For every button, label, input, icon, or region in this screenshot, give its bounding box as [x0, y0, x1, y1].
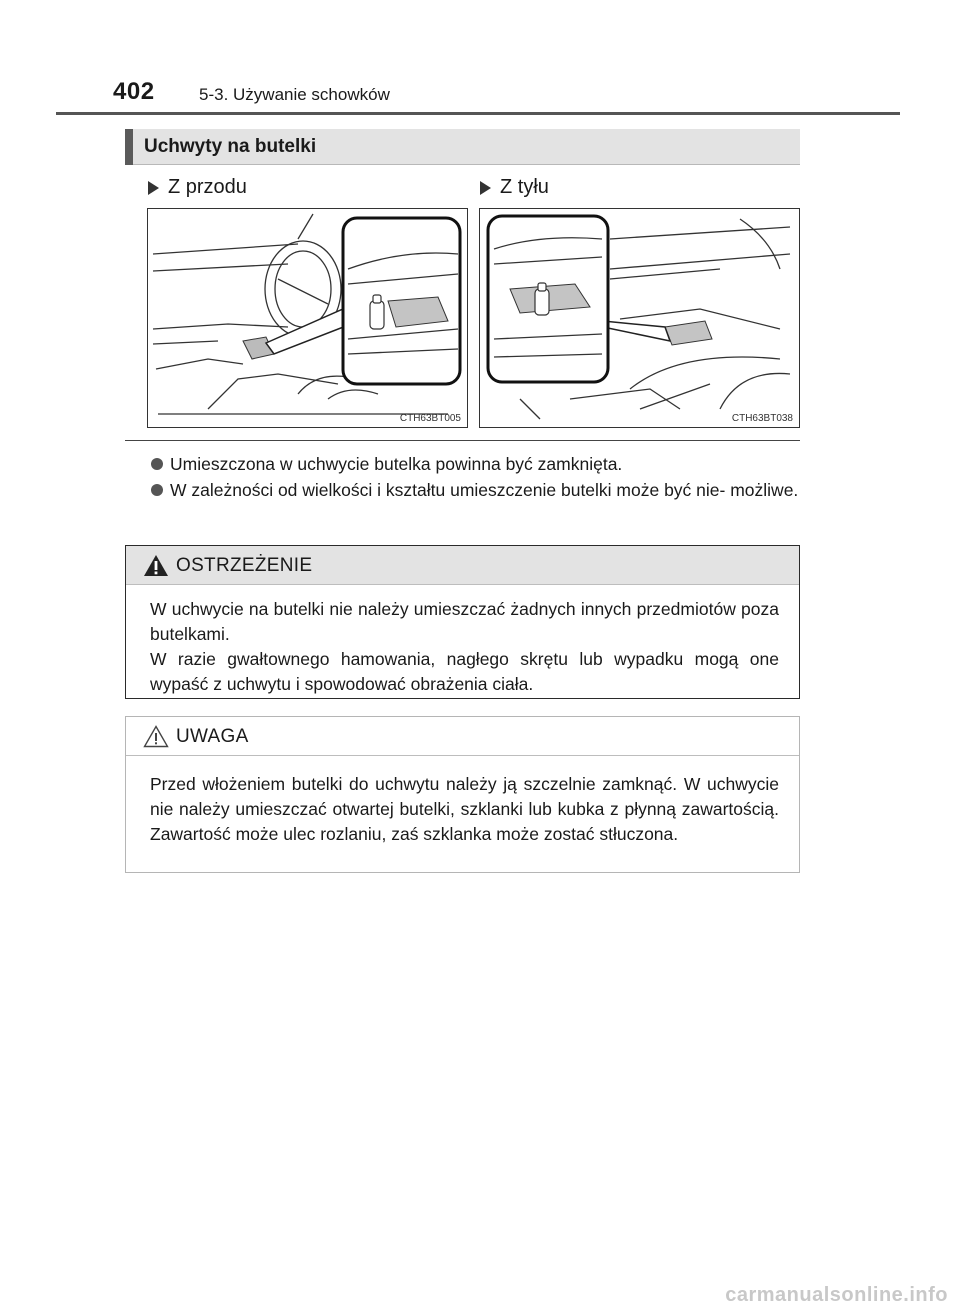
caution-box — [125, 716, 800, 873]
section-heading — [125, 129, 800, 165]
caution-title: UWAGA — [176, 726, 249, 747]
page-number: 402 — [113, 78, 155, 105]
view-label-rear — [480, 176, 549, 199]
front-bottle-holder-illustration — [147, 208, 468, 428]
warning-box — [125, 545, 800, 699]
bullet-item — [151, 478, 799, 503]
warning-body — [126, 585, 799, 709]
caution-header — [126, 717, 799, 756]
chapter-title: 5-3. Używanie schowków — [199, 85, 390, 104]
figure-divider — [125, 440, 800, 441]
caution-body — [126, 756, 799, 859]
image-code: CTH63BT005 — [399, 413, 461, 424]
caution-paragraph: Przed włożeniem butelki do uchwytu należy ją szczelnie zamknąć. W uchwycie nie należy umieszczać otwartej butelki, szklanki lub kubka z płynną zawartością. Zawartość może ulec rozlaniu, zaś szklanka może zostać stłuczona. — [150, 774, 779, 844]
front-interior-drawing — [148, 209, 468, 428]
bullet-item — [151, 452, 799, 477]
view-label-front — [148, 176, 247, 199]
rear-bottle-holder-illustration — [479, 208, 800, 428]
bullet-dot-icon — [151, 484, 163, 496]
image-code: CTH63BT038 — [731, 413, 793, 424]
view-label-rear-text: Z tyłu — [500, 176, 549, 198]
bullet-dot-icon — [151, 458, 163, 470]
rear-interior-drawing — [480, 209, 800, 428]
warning-triangle-icon — [143, 554, 169, 577]
section-accent-bar — [125, 129, 133, 165]
bullet-text: W zależności od wielkości i kształtu umieszczenie butelki może być nie- możliwe. — [170, 480, 799, 500]
header-divider — [56, 112, 900, 115]
section-title: Uchwyty na butelki — [144, 136, 317, 157]
warning-paragraph: W uchwycie na butelki nie należy umieszczać żadnych innych przedmiotów poza butelkami. — [150, 599, 779, 644]
triangle-pointer-icon — [148, 181, 159, 195]
watermark: carmanualsonline.info — [725, 1284, 948, 1306]
warning-paragraph: W razie gwałtownego hamowania, nagłego skrętu lub wypadku mogą one wypaść z uchwytu i spowodować obrażenia ciała. — [150, 649, 779, 694]
caution-triangle-icon — [143, 725, 169, 748]
triangle-pointer-icon — [480, 181, 491, 195]
warning-header — [126, 546, 799, 585]
bullet-text: Umieszczona w uchwycie butelka powinna być zamknięta. — [170, 454, 623, 474]
warning-title: OSTRZEŻENIE — [176, 555, 313, 576]
view-label-front-text: Z przodu — [168, 176, 247, 198]
